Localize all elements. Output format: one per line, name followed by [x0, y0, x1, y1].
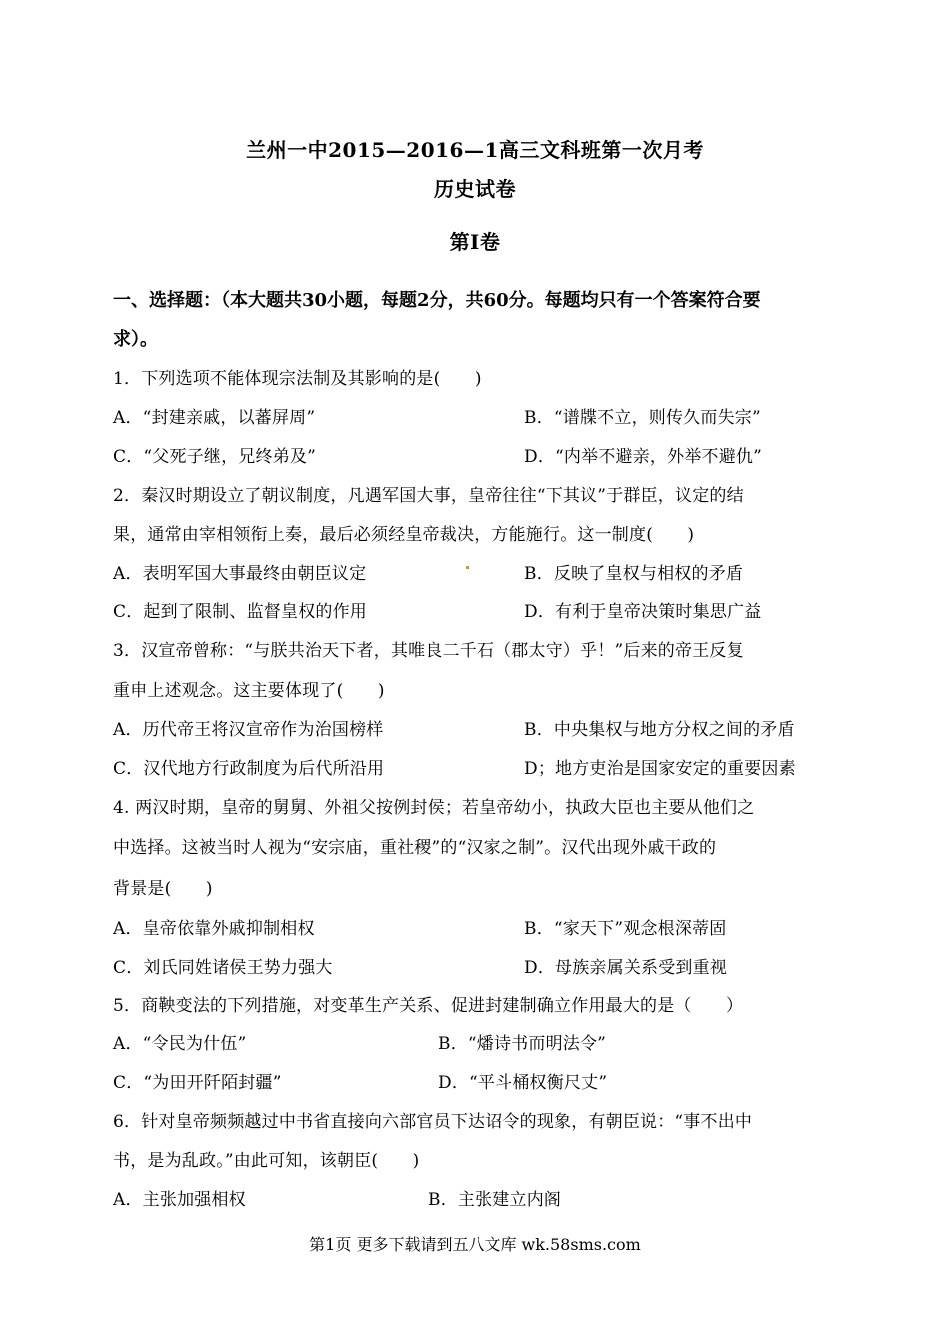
question-2-option-c: C．起到了限制、监督皇权的作用 — [113, 602, 368, 622]
question-1-option-c: C．“父死子继，兄终弟及” — [113, 447, 316, 467]
question-3-option-c: C．汉代地方行政制度为后代所沿用 — [113, 759, 385, 779]
question-1-option-b: B．“谱牒不立，则传久而失宗” — [524, 408, 761, 428]
question-2-option-d: D．有利于皇帝决策时集思广益 — [524, 602, 762, 622]
question-2-stem-line-1: 2．秦汉时期设立了朝议制度，凡遇军国大事，皇帝往往“下其议”于群臣，议定的结 — [113, 486, 744, 506]
volume-heading: 第Ⅰ卷 — [449, 230, 501, 254]
question-4-option-c: C．刘氏同姓诸侯王势力强大 — [113, 958, 333, 978]
question-4-option-d: D．母族亲属关系受到重视 — [524, 958, 728, 978]
section-heading-line-2: 求）。 — [113, 329, 158, 350]
exam-title: 兰州一中2015—2016—1高三文科班第一次月考 — [246, 138, 704, 162]
exam-subtitle: 历史试卷 — [434, 177, 516, 201]
question-1-option-a: A．“封建亲戚，以蕃屏周” — [113, 408, 316, 428]
question-1-option-d: D．“内举不避亲，外举不避仇” — [524, 447, 763, 467]
question-3-stem-line-1: 3．汉宣帝曾称：“与朕共治天下者，其唯良二千石（郡太守）乎！”后来的帝王反复 — [113, 641, 744, 661]
question-5-stem: 5．商鞅变法的下列措施，对变革生产关系、促进封建制确立作用最大的是（ ） — [113, 996, 744, 1016]
stray-dot-mark — [466, 566, 469, 569]
question-5-option-a: A．“令民为什伍” — [113, 1034, 247, 1054]
question-4-option-a: A．皇帝依靠外戚抑制相权 — [113, 919, 315, 939]
question-3-option-a: A．历代帝王将汉宣帝作为治国榜样 — [113, 720, 384, 740]
question-4-stem-line-3: 背景是( ) — [113, 879, 213, 899]
question-2-option-b: B．反映了皇权与相权的矛盾 — [524, 564, 744, 584]
question-5-option-b: B．“燔诗书而明法令” — [438, 1034, 607, 1054]
question-2-stem-line-2: 果，通常由宰相领衔上奏，最后必须经皇帝裁决，方能施行。这一制度( ) — [113, 525, 695, 545]
question-3-stem-line-2: 重申上述观念。这主要体现了( ) — [113, 681, 385, 701]
question-5-option-c: C．“为田开阡陌封疆” — [113, 1073, 282, 1093]
question-4-stem-line-1: 4. 两汉时期，皇帝的舅舅、外祖父按例封侯；若皇帝幼小，执政大臣也主要从他们之 — [113, 798, 755, 818]
question-6-option-b: B．主张建立内阁 — [428, 1190, 562, 1210]
question-6-stem-line-2: 书，是为乱政。”由此可知，该朝臣( ) — [113, 1151, 420, 1171]
section-heading-line-1: 一、选择题：（本大题共30小题，每题2分，共60分。每题均只有一个答案符合要 — [113, 290, 761, 311]
question-3-option-b: B．中央集权与地方分权之间的矛盾 — [524, 720, 795, 740]
question-4-stem-line-2: 中选择。这被当时人视为“安宗庙，重社稷”的“汉家之制”。汉代出现外戚干政的 — [113, 838, 717, 858]
question-5-option-d: D．“平斗桶权衡尺丈” — [438, 1073, 608, 1093]
question-6-stem-line-1: 6．针对皇帝频频越过中书省直接向六部官员下达诏令的现象，有朝臣说：“事不出中 — [113, 1112, 753, 1132]
question-3-option-d: D；地方吏治是国家安定的重要因素 — [524, 759, 796, 779]
question-4-option-b: B．“家天下”观念根深蒂固 — [524, 919, 727, 939]
page-footer: 第1页 更多下载请到五八文库 wk.58sms.com — [309, 1235, 641, 1254]
question-6-option-a: A．主张加强相权 — [113, 1190, 246, 1210]
question-2-option-a: A．表明军国大事最终由朝臣议定 — [113, 564, 367, 584]
question-1-stem: 1．下列选项不能体现宗法制及其影响的是( ) — [113, 369, 482, 389]
